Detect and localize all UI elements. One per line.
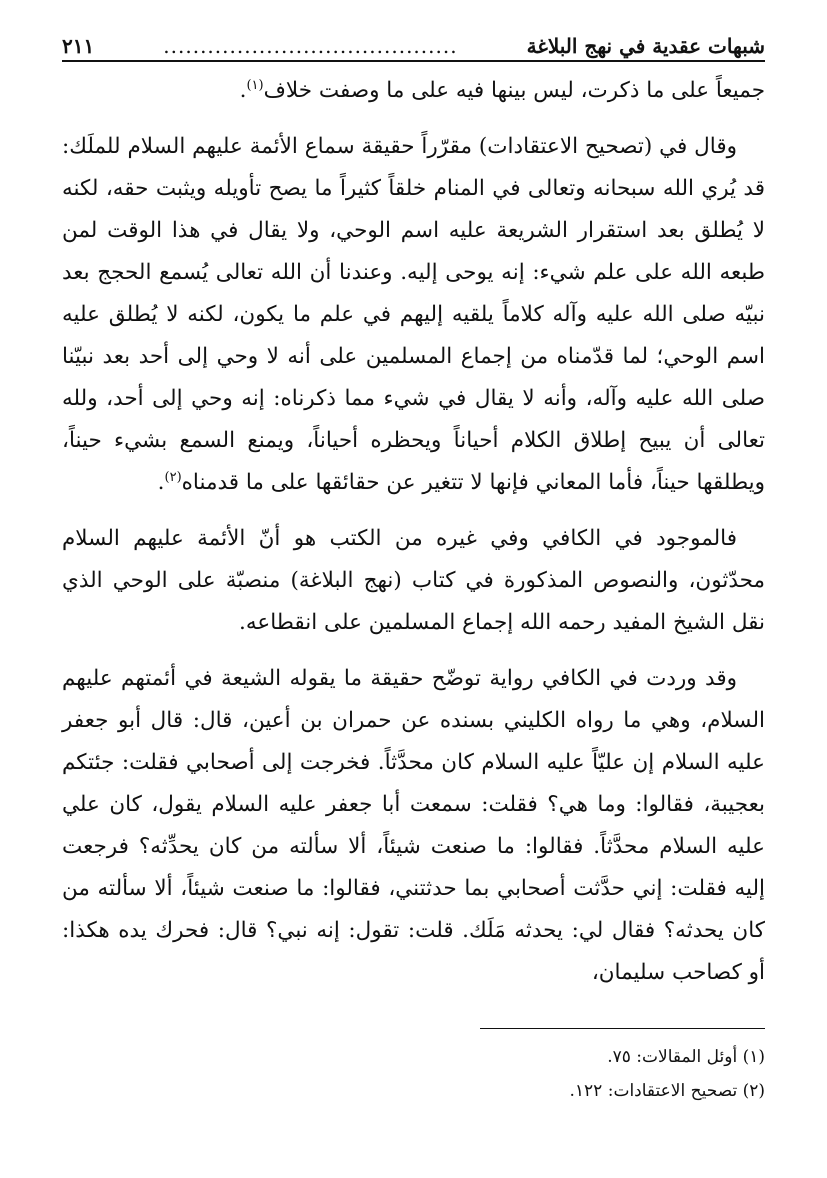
footnote-ref-2: (٢) — [164, 469, 182, 485]
leader-dots: ........................................ — [163, 34, 458, 58]
header-rule — [62, 60, 765, 62]
paragraph-1 — [62, 70, 765, 112]
body-text — [62, 70, 765, 1008]
running-title: شبهات عقدية في نهج البلاغة — [526, 34, 765, 58]
running-header — [62, 28, 765, 58]
footnote-ref-1: (١) — [246, 77, 264, 93]
paragraph-2-text: وقال في (تصحيح الاعتقادات) مقرّراً حقيقة سماع الأئمة عليهم السلام للملَك: قد يُري الله سبحانه وتعالى في المنام خلقاً كثيراً ما يصح تأويله ويثبت حقه، لكنه لا يُطلق بعد استقرار الشريعة عليه اسم الوحي، ولا يقال في هذا الوقت لمن طبعه الله على علم شيء: إنه يوحى إليه. وعندنا أن الله تعالى يُسمع الحجج بعد نبيّه صلى الله عليه وآله كلاماً يلقيه إليهم في علم ما يكون، لكنه لا يُطلق عليه اسم الوحي؛ لما قدّمناه من إجماع المسلمين على أنه لا وحي إلى أحد بعد نبيّنا صلى الله عليه وآله، وأنه لا يقال في شيء مما ذكرناه: إنه وحي إلى أحد، ولله تعالى أن يبيح إطلاق الكلام أحياناً ويحظره أحياناً، ويمنع السمع بشيء حيناً، ويطلقها حيناً، فأما المعاني فإنها لا تتغير عن حقائقها على ما قدمناه — [62, 134, 765, 495]
paragraph-2-end: . — [157, 470, 165, 495]
footnote-1: (١) أوئل المقالات: ٧٥. — [607, 1047, 765, 1067]
paragraph-4-text: وقد وردت في الكافي رواية توضّح حقيقة ما يقوله الشيعة في أئمتهم عليهم السلام، وهي ما رواه الكليني بسنده عن حمران بن أعين، قال: قال أبو جعفر عليه السلام إن عليّاً عليه السلام كان محدَّثاً. فخرجت إلى أصحابي فقلت: جئتكم بعجيبة، فقالوا: وما هي؟ فقلت: سمعت أبا جعفر عليه السلام يقول، كان علي عليه السلام محدَّثاً. فقالوا: ما صنعت شيئاً، ألا سألته من كان يحدِّثه؟ فرجعت إليه فقلت: إني حدَّثت أصحابي بما حدثتني، فقالوا: ما صنعت شيئاً، ألا سألته من كان يحدثه؟ فقال لي: يحدثه مَلَك. قلت: تقول: إنه نبي؟ قال: فحرك يده هكذا: أو كصاحب سليمان، — [62, 666, 765, 985]
paragraph-4 — [62, 658, 765, 994]
footnote-rule — [480, 1028, 765, 1029]
footnotes — [62, 1040, 765, 1108]
paragraph-1-text: جميعاً على ما ذكرت، ليس بينها فيه على ما وصفت خلاف — [263, 78, 765, 103]
paragraph-3 — [62, 518, 765, 644]
paragraph-2 — [62, 126, 765, 504]
paragraph-3-text: فالموجود في الكافي وفي غيره من الكتب هو أنّ الأئمة عليهم السلام محدّثون، والنصوص المذكورة في كتاب (نهج البلاغة) منصبّة على الوحي الذي نقل الشيخ المفيد رحمه الله إجماع المسلمين على انقطاعه. — [62, 526, 765, 635]
footnote-2: (٢) تصحيح الاعتقادات: ١٢٢. — [569, 1081, 765, 1101]
paragraph-1-end: . — [239, 78, 247, 103]
page-number: ٢١١ — [62, 34, 95, 58]
